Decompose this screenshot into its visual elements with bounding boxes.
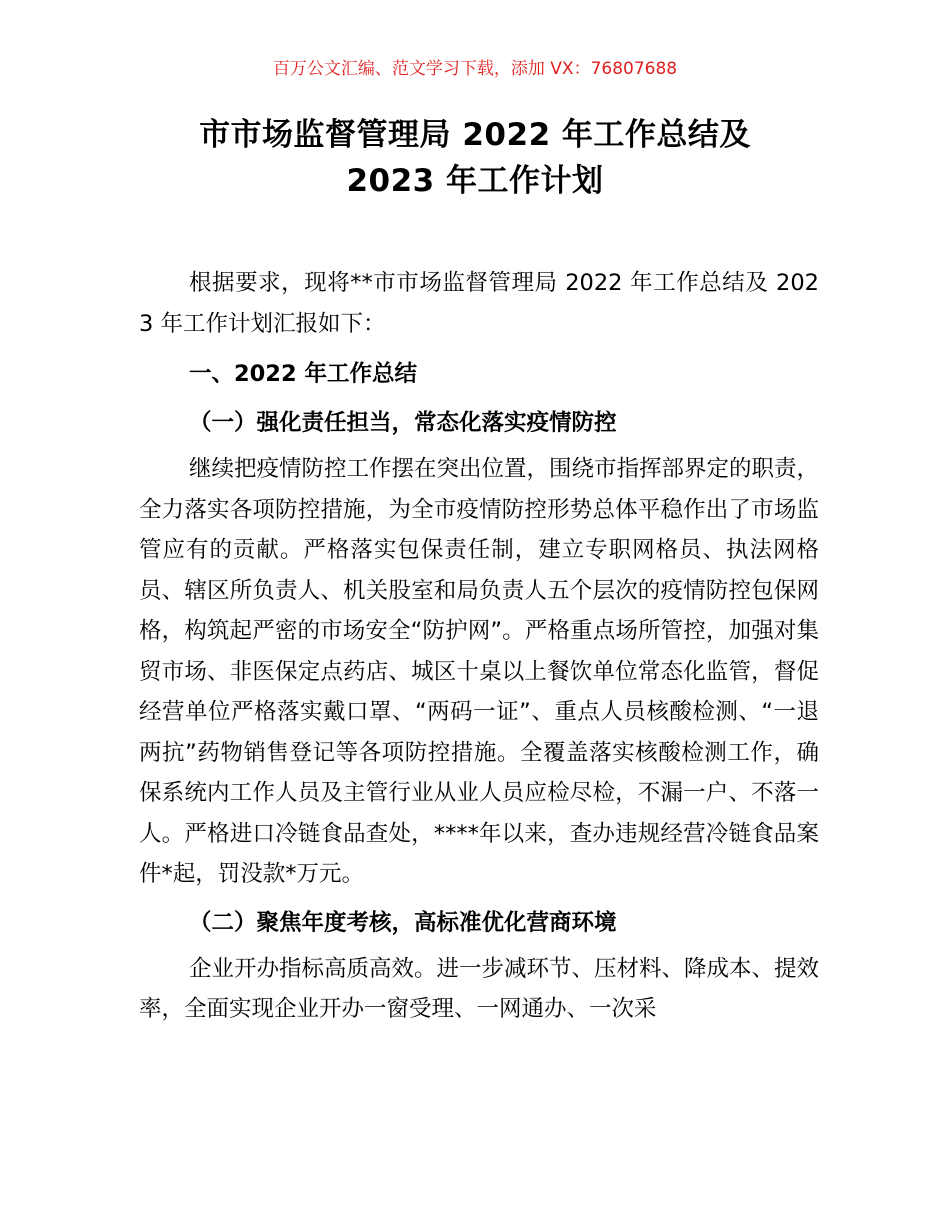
subsection-paragraph-1: 继续把疫情防控工作摆在突出位置，围绕市指挥部界定的职责，全力落实各项防控措施，为全市疫情防控形势总体平稳作出了市场监管应有的贡献。严格落实包保责任制，建立专职网格员、执法网格员、辖区所负责人、机关股室和局负责人五个层次的疫情防控包保网格，构筑起严密的市场安全“防护网”。严格重点场所管控，加强对集贸市场、非医保定点药店、城区十桌以上餐饮单位常态化监管，督促经营单位严格落实戴口罩、“两码一证”、重点人员核酸检测、“一退两抗”药物销售登记等各项防控措施。全覆盖落实核酸检测工作，确保系统内工作人员及主管行业从业人员应检尽检，不漏一户、不落一人。严格进口冷链食品查处，****年以来，查办违规经营冷链食品案件*起，罚没款*万元。 — [139, 456, 820, 887]
watermark-text: 百万公文汇编、范文学习下载，添加 VX：76807688 — [272, 59, 678, 79]
document-body — [139, 263, 819, 1030]
subsection-paragraph-2: 企业开办指标高质高效。进一步减环节、压材料、降成本、提效率，全面实现企业开办一窗受理、一网通办、一次采 — [139, 955, 820, 1022]
subsection-heading-2: （二）聚焦年度考核，高标准优化营商环境 — [189, 909, 617, 936]
intro-paragraph: 根据要求，现将**市市场监督管理局 2022 年工作总结及 2023 年工作计划汇报如下： — [139, 270, 819, 337]
title-line-1: 市市场监督管理局 2022 年工作总结及 — [199, 117, 751, 153]
subsection-heading-1: （一）强化责任担当，常态化落实疫情防控 — [189, 410, 617, 436]
document-title — [100, 112, 850, 204]
section-heading: 一、2022 年工作总结 — [189, 361, 417, 387]
title-line-2: 2023 年工作计划 — [346, 163, 604, 199]
